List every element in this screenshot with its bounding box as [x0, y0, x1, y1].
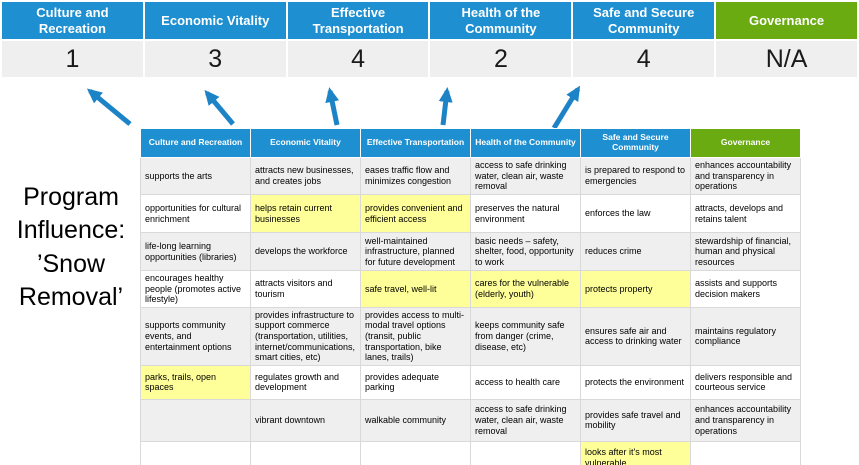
matrix-cell-highlighted: helps retain current businesses: [251, 195, 361, 233]
matrix-cell: vibrant downtown: [251, 399, 361, 441]
matrix-header-effective-transportation: Effective Transportation: [361, 129, 471, 158]
matrix-cell-highlighted: provides convenient and efficient access: [361, 195, 471, 233]
influence-arrow-icon: [443, 91, 447, 125]
category-header-economic-vitality: Economic Vitality: [145, 2, 286, 39]
matrix-cell: delivers responsible and courteous service: [691, 365, 801, 399]
score-value-safe-and-secure-community: 4: [573, 41, 714, 77]
matrix-cell: attracts new businesses, and creates jobs: [251, 158, 361, 195]
influence-arrow-icon: [90, 91, 130, 124]
matrix-header-safe-and-secure-community: Safe and Secure Community: [581, 129, 691, 158]
matrix-cell-highlighted: provides infrastructure to support commerce (transportation, utilities, internet/communications, smart cities, etc): [251, 307, 361, 365]
matrix-cell: enhances accountability and transparency in operations: [691, 399, 801, 441]
matrix-cell: life-long learning opportunities (libraries): [141, 233, 251, 271]
matrix-header-economic-vitality: Economic Vitality: [251, 129, 361, 158]
matrix-cell-highlighted: basic needs – safety, shelter, food, opportunity to work: [471, 233, 581, 271]
matrix-cell: assists and supports decision makers: [691, 271, 801, 308]
influence-arrow-icon: [207, 93, 233, 124]
matrix-cell: supports the arts: [141, 158, 251, 195]
matrix-cell: [141, 441, 251, 465]
matrix-cell: [471, 441, 581, 465]
matrix-cell: [361, 441, 471, 465]
table-row: [141, 441, 801, 465]
matrix-cell-highlighted: safe travel, well-lit: [361, 271, 471, 308]
influence-arrow-icon: [554, 89, 578, 128]
matrix-cell-highlighted: cares for the vulnerable (elderly, youth): [471, 271, 581, 308]
table-row: [141, 307, 801, 365]
matrix-cell-highlighted: provides access to multi-modal travel options (transit, public transportation, bike lanes, trails): [361, 307, 471, 365]
matrix-cell: opportunities for cultural enrichment: [141, 195, 251, 233]
matrix-header-row: [141, 129, 801, 158]
matrix-header-governance: Governance: [691, 129, 801, 158]
table-row: [141, 365, 801, 399]
matrix-cell: preserves the natural environment: [471, 195, 581, 233]
score-row: [2, 41, 857, 77]
matrix-cell: enhances accountability and transparency in operations: [691, 158, 801, 195]
matrix-cell: develops the workforce: [251, 233, 361, 271]
matrix-cell: [691, 441, 801, 465]
influence-arrow-icon: [330, 91, 337, 125]
matrix-cell-highlighted: eases traffic flow and minimizes congestion: [361, 158, 471, 195]
matrix-cell: access to safe drinking water, clean air, waste removal: [471, 399, 581, 441]
matrix-cell-highlighted: keeps community safe from danger (crime, disease, etc): [471, 307, 581, 365]
score-value-health-of-the-community: 2: [430, 41, 571, 77]
matrix-header-health-of-the-community: Health of the Community: [471, 129, 581, 158]
matrix-cell: stewardship of financial, human and physical resources: [691, 233, 801, 271]
program-influence-title: Program Influence: ’Snow Removal’: [16, 183, 126, 311]
category-header-health-of-the-community: Health of the Community: [430, 2, 571, 39]
score-value-economic-vitality: 3: [145, 41, 286, 77]
matrix-cell: access to health care: [471, 365, 581, 399]
score-value-culture-and-recreation: 1: [2, 41, 143, 77]
category-header-safe-and-secure-community: Safe and Secure Community: [573, 2, 714, 39]
table-row: [141, 399, 801, 441]
influence-matrix-table: [140, 128, 801, 465]
matrix-cell: enforces the law: [581, 195, 691, 233]
matrix-cell: attracts visitors and tourism: [251, 271, 361, 308]
matrix-cell-highlighted: looks after it's most vulnerable: [581, 441, 691, 465]
matrix-cell: protects the environment: [581, 365, 691, 399]
matrix-cell: well-maintained infrastructure, planned for future development: [361, 233, 471, 271]
matrix-cell-highlighted: is prepared to respond to emergencies: [581, 158, 691, 195]
table-row: [141, 271, 801, 308]
table-row: [141, 195, 801, 233]
table-row: [141, 158, 801, 195]
matrix-header-culture-and-recreation: Culture and Recreation: [141, 129, 251, 158]
score-value-governance: N/A: [716, 41, 857, 77]
category-header-culture-and-recreation: Culture and Recreation: [2, 2, 143, 39]
matrix-cell: supports community events, and entertainment options: [141, 307, 251, 365]
category-header-effective-transportation: Effective Transportation: [288, 2, 429, 39]
matrix-cell: attracts, develops and retains talent: [691, 195, 801, 233]
matrix-cell-highlighted: protects property: [581, 271, 691, 308]
matrix-cell: [251, 441, 361, 465]
matrix-cell: regulates growth and development: [251, 365, 361, 399]
matrix-cell: ensures safe air and access to drinking water: [581, 307, 691, 365]
matrix-cell: [141, 399, 251, 441]
matrix-cell: provides adequate parking: [361, 365, 471, 399]
matrix-cell: reduces crime: [581, 233, 691, 271]
category-header-governance: Governance: [716, 2, 857, 39]
matrix-cell-highlighted: provides safe travel and mobility: [581, 399, 691, 441]
score-value-effective-transportation: 4: [288, 41, 429, 77]
category-header-row: [2, 2, 857, 39]
matrix-cell: maintains regulatory compliance: [691, 307, 801, 365]
matrix-cell-highlighted: parks, trails, open spaces: [141, 365, 251, 399]
matrix-cell: walkable community: [361, 399, 471, 441]
matrix-cell: access to safe drinking water, clean air, waste removal: [471, 158, 581, 195]
matrix-cell: encourages healthy people (promotes active lifestyle): [141, 271, 251, 308]
arrows-layer: [0, 80, 859, 132]
table-row: [141, 233, 801, 271]
